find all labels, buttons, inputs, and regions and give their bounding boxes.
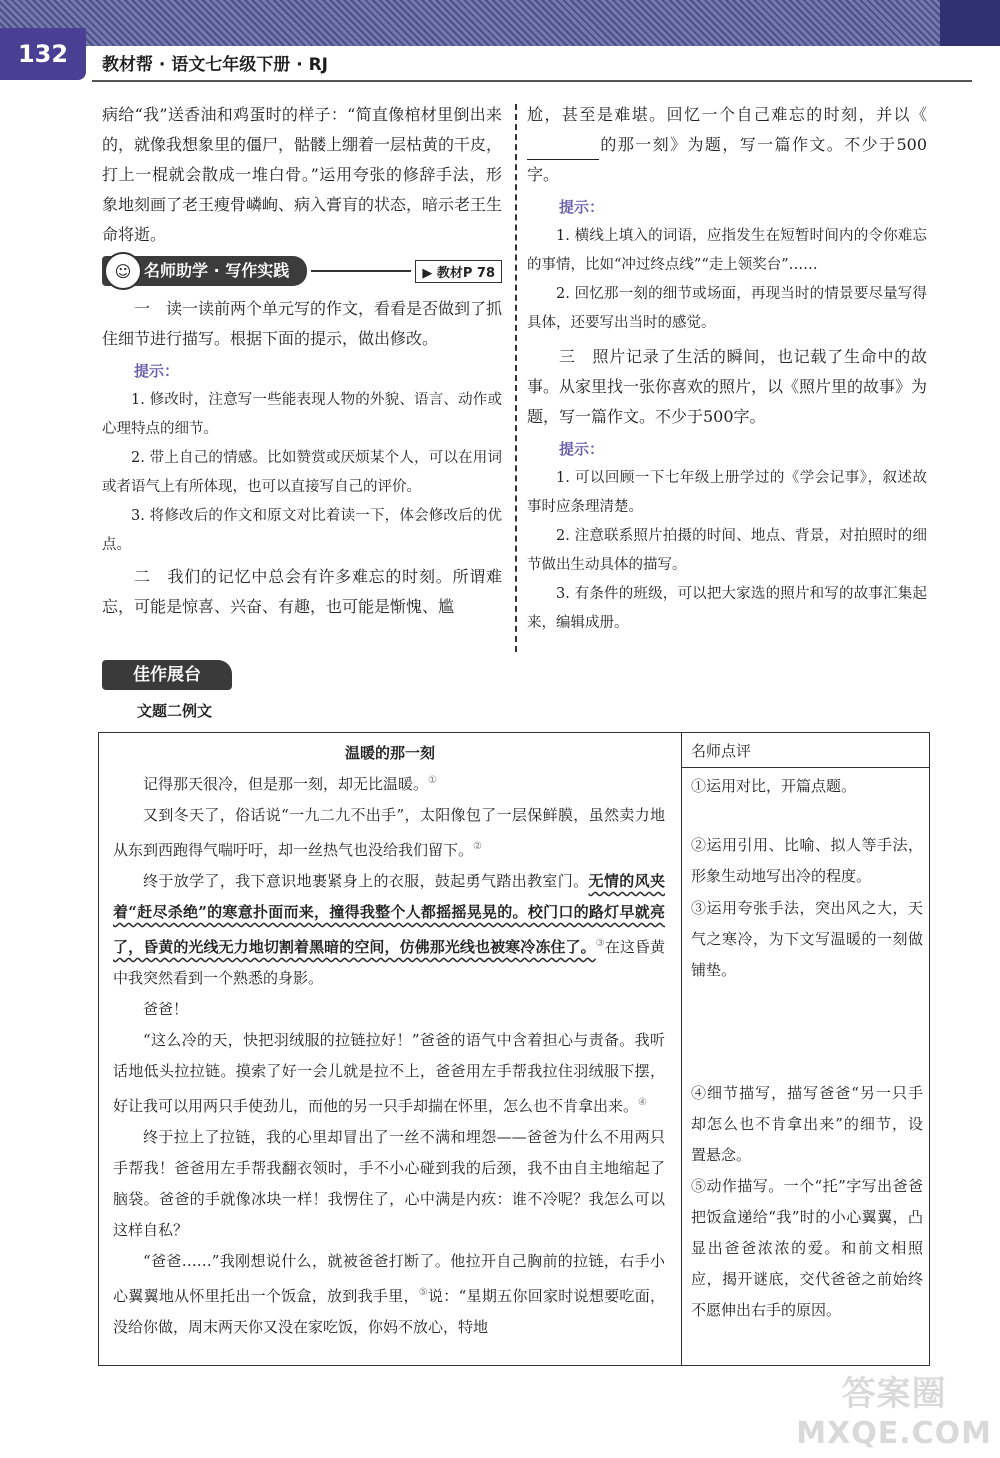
- essay-paragraph: 记得那天很冷，但是那一刻，却无比温暖。①: [143, 775, 437, 793]
- tip-item: 2. 注意联系照片拍摄的时间、地点、背景，对拍照时的细节做出生动具体的描写。: [527, 528, 927, 573]
- essay-paragraph: 爸爸！: [143, 1000, 189, 1018]
- tip-item: 3. 有条件的班级，可以把大家选的照片和写的故事汇集起来，编辑成册。: [527, 586, 927, 631]
- review-item: ①运用对比，开篇点题。: [691, 777, 857, 795]
- essay-paragraph: “这么冷的天，快把羽绒服的拉链拉好！”爸爸的语气中含着担心与责备。我听话地低头拉拉链。摸索了好一会儿就是拉不上，爸爸用左手帮我拉住羽绒服下摆，好让我可以用两只手使劲儿，而他的另一只手却揣在怀里，怎么也不肯拿出来。④: [113, 1031, 665, 1115]
- right-column: [527, 100, 927, 638]
- book-title: 教材帮 · 语文七年级下册 · RJ: [102, 55, 329, 75]
- essay-main: [99, 733, 682, 1365]
- showcase-title: 佳作展台: [102, 660, 232, 690]
- tip-item: 2. 回忆那一刻的细节或场面，再现当时的情景要尽量写得具体，还要写出当时的感觉。: [527, 286, 927, 331]
- review-item: ③运用夸张手法，突出风之大，天气之寒冷，为下文写温暖的一刻做铺垫。: [691, 899, 923, 979]
- wavy-underlined-text: 无情的风夹着“赶尽杀绝”的寒意扑面而来，撞得我整个人都摇摇晃晃的。校门口的路灯早就亮了，昏黄的光线无力地切割着黑暗的空间，仿佛那光线也被寒冷冻住了。: [113, 872, 665, 956]
- tip-label: 提示：: [559, 198, 605, 216]
- tip-item: 3. 将修改后的作文和原文对比着读一下，体会修改后的优点。: [102, 508, 502, 553]
- essay-text: [99, 765, 681, 1343]
- review-item: ②运用引用、比喻、拟人等手法，形象生动地写出冷的程度。: [691, 836, 923, 885]
- teacher-avatar-icon: ☺: [104, 252, 142, 290]
- tip-label: 提示：: [559, 440, 605, 458]
- essay-title: 温暖的那一刻: [344, 744, 435, 762]
- essay-paragraph: “爸爸……”我刚想说什么，就被爸爸打断了。他拉开自己胸前的拉链，右手小心翼翼地从怀里托出一个饭盒，放到我手里，⑤说：“星期五你回家时说想要吃面，没给你做，周末两天你又没在家吃饭，你妈不放心，特地: [113, 1252, 665, 1336]
- tip-item: 1. 横线上填入的词语，应指发生在短暂时间内的令你难忘的事情，比如“冲过终点线”“走上领奖台”……: [527, 228, 927, 273]
- note-marker: ⑤: [418, 1287, 429, 1298]
- section-banner: [102, 256, 502, 286]
- essay-paragraph: 又到冬天了，俗话说“一九二九不出手”，太阳像包了一层保鲜膜，虽然卖力地从东到西跑得气喘吁吁，却一丝热气也没给我们留下。②: [113, 806, 665, 859]
- example-label: 文题二例文: [137, 702, 213, 720]
- essay-box: [98, 732, 930, 1366]
- task-1: 一 读一读前两个单元写的作文，看看是否做到了抓住细节进行描写。根据下面的提示，做出修改。: [102, 299, 503, 348]
- tip-item: 2. 带上自己的情感。比如赞赏或厌烦某个人，可以在用词或者语气上有所体现，也可以直接写自己的评价。: [102, 450, 502, 495]
- page-number: 132: [0, 28, 86, 80]
- section-title: 名师助学 · 写作实践: [102, 256, 307, 286]
- tip-item: 1. 修改时，注意写一些能表现人物的外貌、语言、动作或心理特点的细节。: [102, 392, 502, 437]
- header-rule: [92, 80, 972, 82]
- watermark-logo: 答案圈 MXQE.COM: [796, 1374, 992, 1451]
- textbook-ref-tag: ▶ 教材P 78: [415, 260, 502, 283]
- task-2: 二 我们的记忆中总会有许多难忘的时刻。所谓难忘，可能是惊喜、兴奋、有趣，也可能是惭愧、尴: [102, 567, 502, 616]
- review-item: ④细节描写，描写爸爸“另一只手却怎么也不肯拿出来”的细节，设置悬念。: [691, 1084, 923, 1164]
- showcase-banner: [102, 660, 962, 690]
- tip-label: 提示：: [134, 362, 180, 380]
- note-marker: ③: [595, 938, 605, 949]
- intro-paragraph: 病给“我”送香油和鸡蛋时的样子：“简直像棺材里倒出来的，就像我想象里的僵尸，骷髅上绷着一层枯黄的干皮，打上一棍就会散成一堆白骨。”运用夸张的修辞手法，形象地刻画了老王瘦骨嶙峋、病入膏肓的状态，暗示老王生命将逝。: [102, 105, 503, 244]
- note-marker: ②: [473, 841, 482, 852]
- column-divider: [515, 104, 517, 652]
- review-column: [681, 733, 929, 1365]
- banner-line: [311, 270, 411, 272]
- note-marker: ①: [428, 775, 437, 786]
- task-3: 三 照片记录了生活的瞬间，也记载了生命中的故事。从家里找一张你喜欢的照片，以《照片里的故事》为题，写一篇作文。不少于500字。: [527, 347, 928, 426]
- essay-paragraph: 终于放学了，我下意识地裹紧身上的衣服，鼓起勇气踏出教室门。无情的风夹着“赶尽杀绝”的寒意扑面而来，撞得我整个人都摇摇晃晃的。校门口的路灯早就亮了，昏黄的光线无力地切割着黑暗的空间，仿佛那光线也被寒冷冻住了。③在这昏黄中我突然看到一个熟悉的身影。: [113, 872, 665, 987]
- note-marker: ④: [638, 1097, 647, 1108]
- essay-paragraph: 终于拉上了拉链，我的心里却冒出了一丝不满和埋怨——爸爸为什么不用两只手帮我！爸爸用左手帮我翻衣领时，手不小心碰到我的后颈，我不由自主地缩起了脑袋。爸爸的手就像冰块一样！我愣住了，心中满是内疚：谁不冷呢？我怎么可以这样自私？: [113, 1128, 665, 1239]
- header-band: [0, 0, 1000, 46]
- left-column: [102, 100, 502, 622]
- tip-item: 1. 可以回顾一下七年级上册学过的《学会记事》，叙述故事时应条理清楚。: [527, 470, 927, 515]
- fill-blank: [527, 141, 599, 160]
- review-item: ⑤动作描写。一个“托”字写出爸爸把饭盒递给“我”时的小心翼翼，凸显出爸爸浓浓的爱。和前文相照应，揭开谜底，交代爸爸之前始终不愿伸出右手的原因。: [691, 1177, 923, 1319]
- review-title: 名师点评: [681, 733, 929, 768]
- task-2-continued: 尬，甚至是难堪。回忆一个自己难忘的时刻，并以《的那一刻》为题，写一篇作文。不少于500字。: [527, 105, 927, 184]
